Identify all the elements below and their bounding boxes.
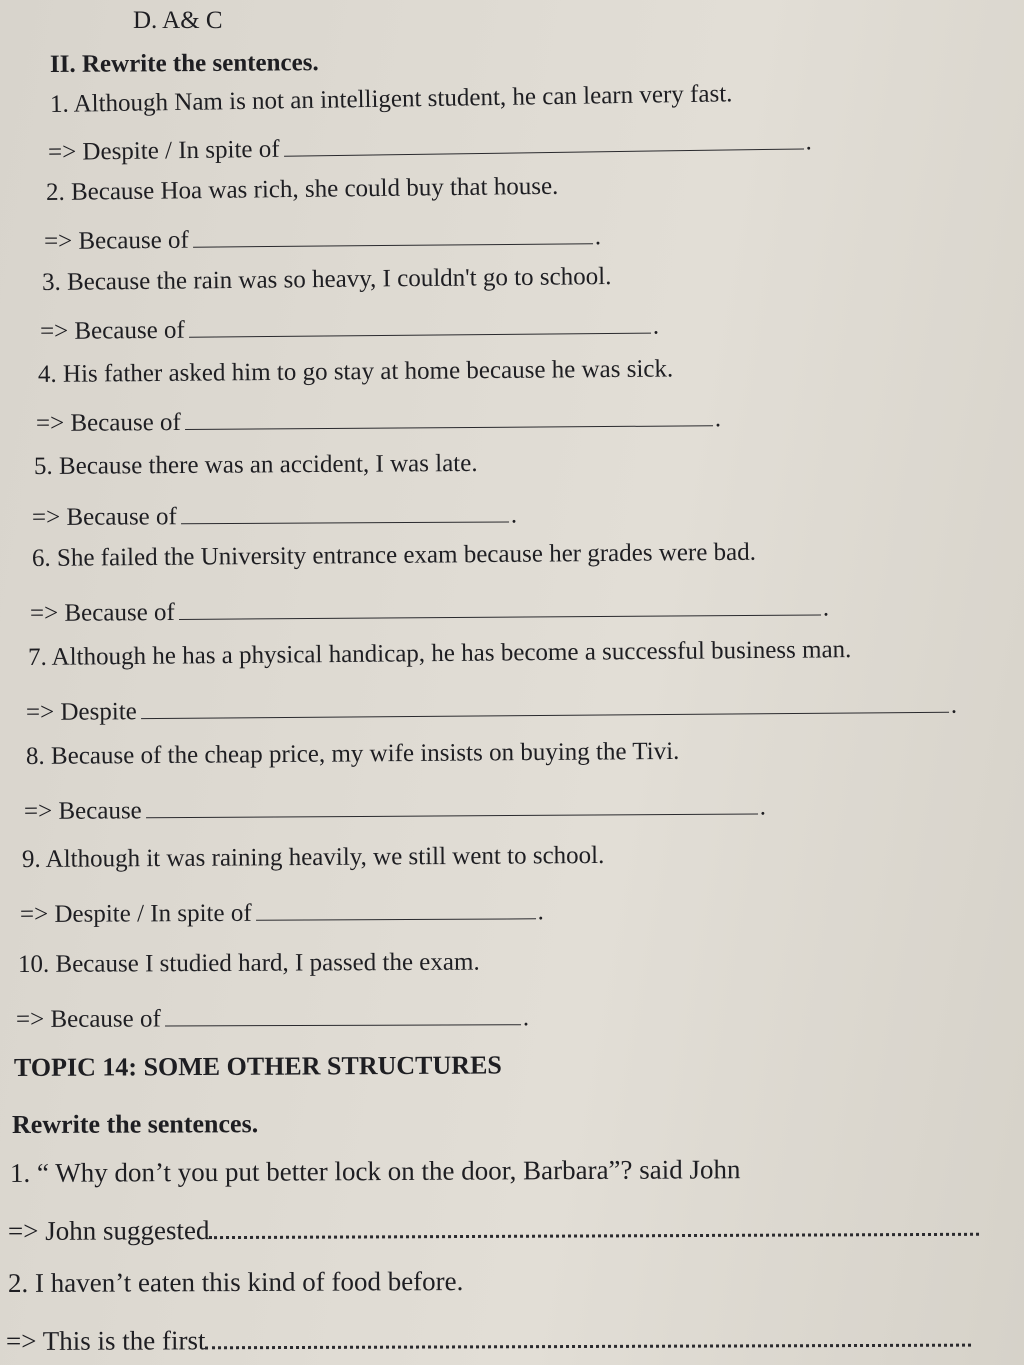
period: . [652,312,660,340]
question-8-sentence: 8. Because of the cheap price, my wife insists on buying the Tivi. [25,737,680,770]
answer-9-blank[interactable] [256,896,536,920]
answer-7 [26,690,957,728]
topic-instruction-text: Rewrite the sentences. [11,1109,259,1139]
question-7 [28,635,852,673]
topic-heading-text: TOPIC 14: SOME OTHER STRUCTURES [13,1050,502,1082]
topic-answer-1-blank[interactable] [209,1213,979,1239]
section-heading-text: II. Rewrite the sentences. [49,49,319,78]
answer-6-prompt: => Because of [29,598,175,627]
answer-1-prompt: => Despite / In spite of [47,135,280,166]
question-6-sentence: 6. She failed the University entrance exam because her grades were bad. [31,538,757,572]
topic-question-1 [10,1154,741,1188]
topic-question-2 [8,1266,464,1298]
topic-question-1-sentence: 1. “ Why don’t you put better lock on the door, Barbara”? said John [9,1154,741,1188]
answer-10-blank[interactable] [165,1002,521,1026]
question-2-sentence: 2. Because Hoa was rich, she could buy that house. [45,172,559,206]
question-4-sentence: 4. His father asked him to go stay at home because he was sick. [37,355,674,388]
period: . [522,1004,530,1032]
question-9-sentence: 9. Although it was raining heavily, we still went to school. [21,841,605,873]
topic-answer-1-prompt: => John suggested [7,1215,210,1246]
question-5-sentence: 5. Because there was an accident, I was late. [33,449,478,480]
question-3 [42,262,612,298]
answer-5-blank[interactable] [181,500,509,525]
question-5 [34,449,478,482]
answer-1-blank[interactable] [283,126,803,156]
answer-7-prompt: => Despite [25,698,137,726]
question-8 [26,737,680,772]
answer-7-blank[interactable] [141,690,949,719]
question-10 [18,948,480,980]
period: . [594,223,602,251]
period: . [537,898,544,926]
answer-8-prompt: => Because [23,797,142,825]
topic-heading [14,1050,502,1083]
answer-5-prompt: => Because of [31,503,177,531]
answer-8 [24,791,766,827]
option-d [133,6,223,36]
section-heading [50,48,319,80]
topic-answer-2 [6,1323,972,1356]
question-1-sentence: 1. Although Nam is not an intelligent student, he can learn very fast. [49,80,733,118]
answer-3 [40,311,659,347]
question-1 [50,79,733,120]
answer-4-prompt: => Because of [35,408,181,437]
topic-answer-2-blank[interactable] [205,1324,971,1350]
answer-8-blank[interactable] [146,792,758,819]
period: . [950,691,958,719]
period: . [822,594,830,622]
question-7-sentence: 7. Although he has a physical handicap, he has become a successful business man. [27,636,852,671]
question-3-sentence: 3. Because the rain was so heavy, I couldn't go to school. [41,263,612,296]
period: . [805,128,813,156]
answer-2-prompt: => Because of [43,226,189,255]
topic-instruction [12,1109,258,1140]
topic-question-2-sentence: 2. I haven’t eaten this kind of food before. [7,1266,464,1298]
question-2 [46,172,559,208]
answer-4-blank[interactable] [185,403,713,430]
answer-6 [30,592,829,629]
period: . [714,405,722,433]
answer-6-blank[interactable] [179,592,821,619]
answer-9-prompt: => Despite / In spite of [19,899,252,928]
period: . [510,501,518,529]
question-6 [32,538,756,574]
question-4 [38,354,673,390]
option-d-text: D. A& C [133,7,223,34]
answer-4 [36,403,721,439]
answer-5 [32,499,517,533]
answer-9 [20,896,544,930]
answer-10-prompt: => Because of [15,1005,161,1033]
period: . [759,793,767,821]
answer-3-prompt: => Because of [39,316,185,345]
question-9 [22,841,605,875]
question-10-sentence: 10. Because I studied hard, I passed the exam. [17,948,480,978]
answer-2 [44,221,601,257]
topic-answer-1 [8,1212,980,1246]
answer-10 [16,1002,529,1035]
answer-2-blank[interactable] [193,221,593,247]
topic-answer-2-prompt: => This is the first [5,1325,206,1356]
answer-3-blank[interactable] [189,311,651,338]
answer-1 [48,126,812,168]
